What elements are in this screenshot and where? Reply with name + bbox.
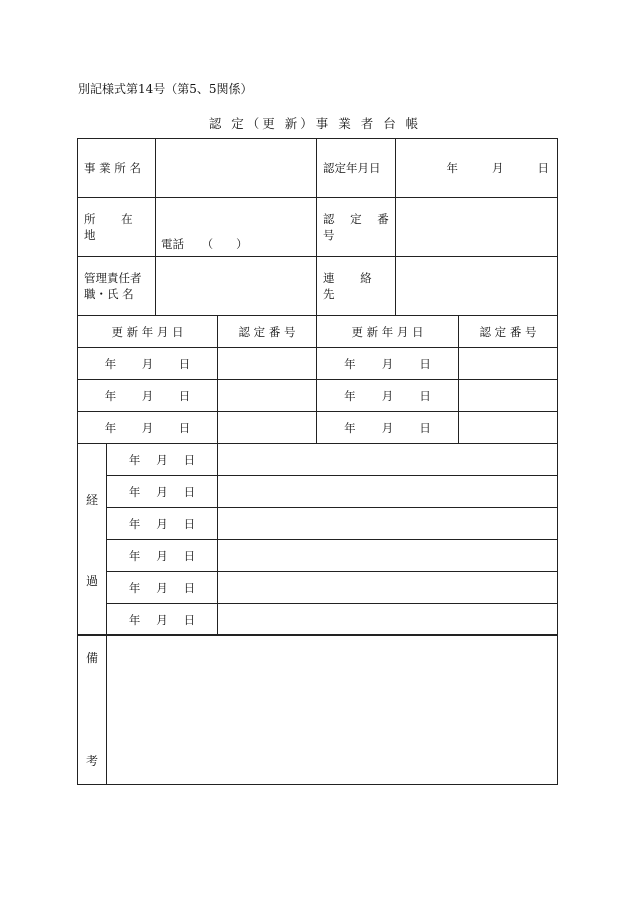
basic-info-table — [77, 138, 558, 316]
day-label: 日 — [183, 452, 196, 467]
year-label: 年 — [128, 612, 141, 627]
history-date-cell[interactable] — [107, 476, 218, 508]
renewal-date-cell[interactable] — [317, 412, 459, 444]
day-label: 日 — [183, 548, 196, 563]
day-label: 日 — [419, 420, 431, 435]
day-label: 日 — [178, 356, 191, 371]
renewal-number-cell[interactable] — [218, 412, 317, 444]
cert-date-label: 認定年月日 — [317, 139, 396, 198]
history-table — [77, 443, 558, 636]
renewal-date-header-2: 更 新 年 月 日 — [317, 316, 459, 348]
month-label: 月 — [381, 420, 394, 435]
history-label-bottom: 過 — [85, 573, 98, 588]
year-label: 年 — [128, 548, 141, 563]
month-label: 月 — [381, 356, 394, 371]
cert-number-field[interactable] — [396, 198, 558, 257]
year-label: 年 — [128, 484, 141, 499]
history-note-cell[interactable] — [218, 540, 558, 572]
renewal-number-header-2: 認 定 番 号 — [459, 316, 558, 348]
renewal-number-cell[interactable] — [459, 348, 558, 380]
renewal-date-cell[interactable] — [78, 380, 218, 412]
history-label — [78, 444, 107, 636]
month-label: 月 — [156, 548, 168, 563]
history-note-cell[interactable] — [218, 508, 558, 540]
renewal-date-cell[interactable] — [78, 348, 218, 380]
year-label: 年 — [446, 161, 458, 175]
renewal-row — [78, 412, 558, 444]
manager-label — [78, 257, 156, 316]
office-name-field[interactable] — [156, 139, 317, 198]
renewal-date-cell[interactable] — [317, 380, 459, 412]
year-label: 年 — [104, 356, 117, 371]
month-label: 月 — [156, 484, 168, 499]
renewal-row — [78, 348, 558, 380]
remarks-table — [77, 634, 558, 785]
day-label: 日 — [419, 356, 431, 371]
history-row — [78, 444, 558, 476]
manager-label-line2: 職・氏 名 — [84, 287, 134, 301]
month-label: 月 — [492, 161, 504, 175]
year-label: 年 — [128, 516, 141, 531]
month-label: 月 — [381, 388, 394, 403]
renewal-date-cell[interactable] — [317, 348, 459, 380]
renewal-number-cell[interactable] — [218, 380, 317, 412]
location-label: 所 在 地 — [78, 198, 156, 257]
year-label: 年 — [104, 388, 117, 403]
history-note-cell[interactable] — [218, 604, 558, 636]
renewal-number-cell[interactable] — [459, 412, 558, 444]
day-label: 日 — [419, 388, 431, 403]
remarks-field[interactable] — [107, 635, 558, 785]
remarks-label-top: 備 — [85, 651, 98, 665]
month-label: 月 — [141, 420, 154, 435]
renewal-number-cell[interactable] — [218, 348, 317, 380]
phone-parens: （ ） — [201, 237, 248, 251]
location-field[interactable] — [156, 198, 317, 257]
history-note-cell[interactable] — [218, 476, 558, 508]
history-date-cell[interactable] — [107, 444, 218, 476]
remarks-label — [78, 635, 107, 785]
history-date-cell[interactable] — [107, 540, 218, 572]
renewal-table — [77, 315, 558, 444]
phone-label: 電話 — [161, 237, 184, 251]
day-label: 日 — [183, 612, 196, 627]
history-row — [78, 604, 558, 636]
year-label: 年 — [344, 388, 356, 403]
cert-number-label: 認 定 番 号 — [317, 198, 396, 257]
year-label: 年 — [344, 356, 356, 371]
month-label: 月 — [156, 452, 168, 467]
history-note-cell[interactable] — [218, 572, 558, 604]
year-label: 年 — [128, 452, 141, 467]
form-title: 認 定（更 新）事 業 者 台 帳 — [208, 116, 422, 131]
contact-field[interactable] — [396, 257, 558, 316]
history-date-cell[interactable] — [107, 604, 218, 636]
day-label: 日 — [178, 420, 191, 435]
history-row — [78, 476, 558, 508]
day-label: 日 — [183, 484, 196, 499]
renewal-date-cell[interactable] — [78, 412, 218, 444]
month-label: 月 — [141, 388, 154, 403]
history-row — [78, 540, 558, 572]
contact-label: 連 絡 先 — [317, 257, 396, 316]
history-date-cell[interactable] — [107, 572, 218, 604]
manager-label-line1: 管理責任者 — [84, 271, 142, 285]
cert-date-field[interactable] — [396, 139, 558, 198]
month-label: 月 — [141, 356, 154, 371]
history-date-cell[interactable] — [107, 508, 218, 540]
month-label: 月 — [156, 612, 168, 627]
day-label: 日 — [183, 516, 196, 531]
history-label-top: 経 — [85, 492, 98, 507]
renewal-number-cell[interactable] — [459, 380, 558, 412]
month-label: 月 — [156, 516, 168, 531]
day-label: 日 — [178, 388, 191, 403]
history-note-cell[interactable] — [218, 444, 558, 476]
renewal-number-header-1: 認 定 番 号 — [218, 316, 317, 348]
manager-field[interactable] — [156, 257, 317, 316]
renewal-row — [78, 380, 558, 412]
day-label: 日 — [183, 580, 196, 595]
year-label: 年 — [344, 420, 356, 435]
form-number-caption: 別記様式第14号（第5、5関係） — [78, 82, 253, 96]
history-row — [78, 572, 558, 604]
month-label: 月 — [156, 580, 168, 595]
remarks-label-bottom: 考 — [85, 754, 98, 768]
year-label: 年 — [104, 420, 117, 435]
office-name-label: 事 業 所 名 — [78, 139, 156, 198]
renewal-date-header-1: 更 新 年 月 日 — [78, 316, 218, 348]
history-row — [78, 508, 558, 540]
day-label: 日 — [537, 161, 549, 175]
year-label: 年 — [128, 580, 141, 595]
